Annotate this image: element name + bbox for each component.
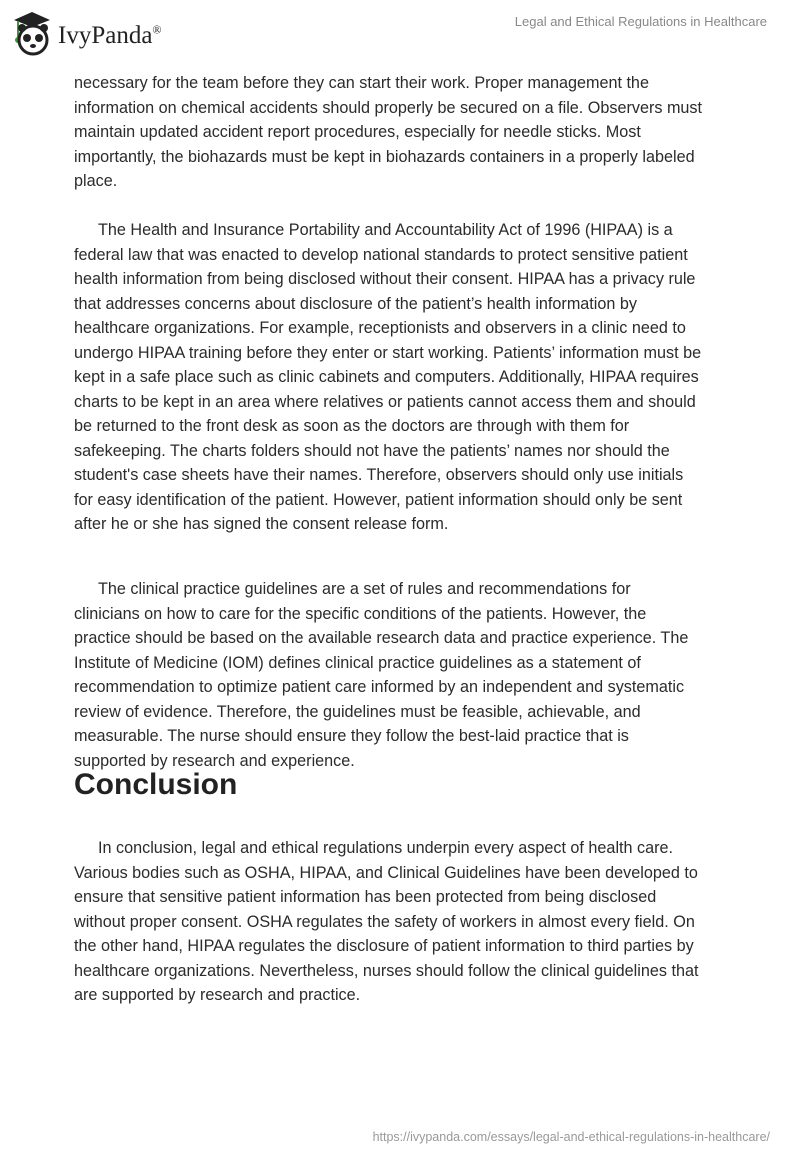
conclusion-paragraph xyxy=(74,836,734,1008)
source-url[interactable]: https://ivypanda.com/essays/legal-and-ethical-regulations-in-healthcare/ xyxy=(372,1130,770,1144)
text-line: be returned to the front desk as soon as the doctors are through with them for xyxy=(74,417,630,435)
text-line: kept in a safe place such as clinic cabinets and computers. Additionally, HIPAA requires xyxy=(74,368,699,386)
text-line: without proper consent. OSHA regulates the safety of workers in almost every field. On xyxy=(74,912,695,931)
text-line: place. xyxy=(74,172,118,190)
text-line: ensure that sensitive patient information has been protected from being disclosed xyxy=(74,888,657,906)
text-line: healthcare organizations. For example, receptionists and observers in a clinic need to xyxy=(74,319,686,337)
text-line: safekeeping. The charts folders should not have the patients’ names nor should the xyxy=(74,441,670,460)
text-line: Institute of Medicine (IOM) defines clinical practice guidelines as a statement of xyxy=(74,653,641,672)
text-line: the other hand, HIPAA regulates the disclosure of patient information to third parties by xyxy=(74,937,694,955)
registered-mark: ® xyxy=(152,22,162,37)
text-line: maintain updated accident report procedures, especially for needle sticks. Most xyxy=(74,123,641,141)
text-line: federal law that was enacted to develop national standards to protect sensitive patient xyxy=(74,245,688,264)
text-line: that addresses concerns about disclosure of the patient’s health information by xyxy=(74,294,638,313)
text-line: are supported by research and practice. xyxy=(74,986,361,1004)
conclusion-heading: Conclusion xyxy=(74,768,238,801)
text-line: necessary for the team before they can start their work. Proper management the xyxy=(74,74,649,92)
text-line: clinicians on how to care for the specific conditions of the patients. However, the xyxy=(74,604,647,623)
text-line: The clinical practice guidelines are a set of rules and recommendations for xyxy=(98,580,631,598)
body-paragraph xyxy=(74,71,734,194)
text-line: after he or she has signed the consent release form. xyxy=(74,515,449,533)
text-line: Various bodies such as OSHA, HIPAA, and Clinical Guidelines have been developed to xyxy=(74,863,698,882)
body-paragraph xyxy=(74,218,734,537)
text-line: charts to be kept in an area where relatives or patients cannot access them and should xyxy=(74,392,696,411)
text-line: health information from being disclosed without their consent. HIPAA has a privacy rule xyxy=(74,270,696,288)
text-line: practice should be based on the available research data and practice experience. The xyxy=(74,629,689,647)
text-line: In conclusion, legal and ethical regulations underpin every aspect of health care. xyxy=(98,839,674,857)
text-line: importantly, the biohazards must be kept in biohazards containers in a properly labeled xyxy=(74,147,695,166)
text-line: review of evidence. Therefore, the guidelines must be feasible, achievable, and xyxy=(74,702,641,721)
panda-graduate-icon xyxy=(12,8,52,56)
text-line: supported by research and experience. xyxy=(74,751,355,770)
text-line: information on chemical accidents should properly be secured on a file. Observers must xyxy=(74,98,703,117)
text-line: student's case sheets have their names. Therefore, observers should only use initials xyxy=(74,466,684,484)
text-line: measurable. The nurse should ensure they follow the best-laid practice that is xyxy=(74,727,629,745)
text-line: recommendation to optimize patient care informed by an independent and systematic xyxy=(74,678,685,696)
text-line: The Health and Insurance Portability and Accountability Act of 1996 (HIPAA) is a xyxy=(98,221,673,239)
text-line: healthcare organizations. Nevertheless, nurses should follow the clinical guidelines that xyxy=(74,961,699,980)
brand-text: IvyPanda xyxy=(58,22,153,49)
ivypanda-logo[interactable] xyxy=(12,8,162,56)
text-line: undergo HIPAA training before they enter or start working. Patients’ information must be xyxy=(74,343,702,362)
body-paragraph xyxy=(74,577,734,773)
document-title: Legal and Ethical Regulations in Healthcare xyxy=(514,14,767,29)
text-line: for easy identification of the patient. However, patient information should only be sent xyxy=(74,490,683,509)
brand-name xyxy=(58,22,162,50)
